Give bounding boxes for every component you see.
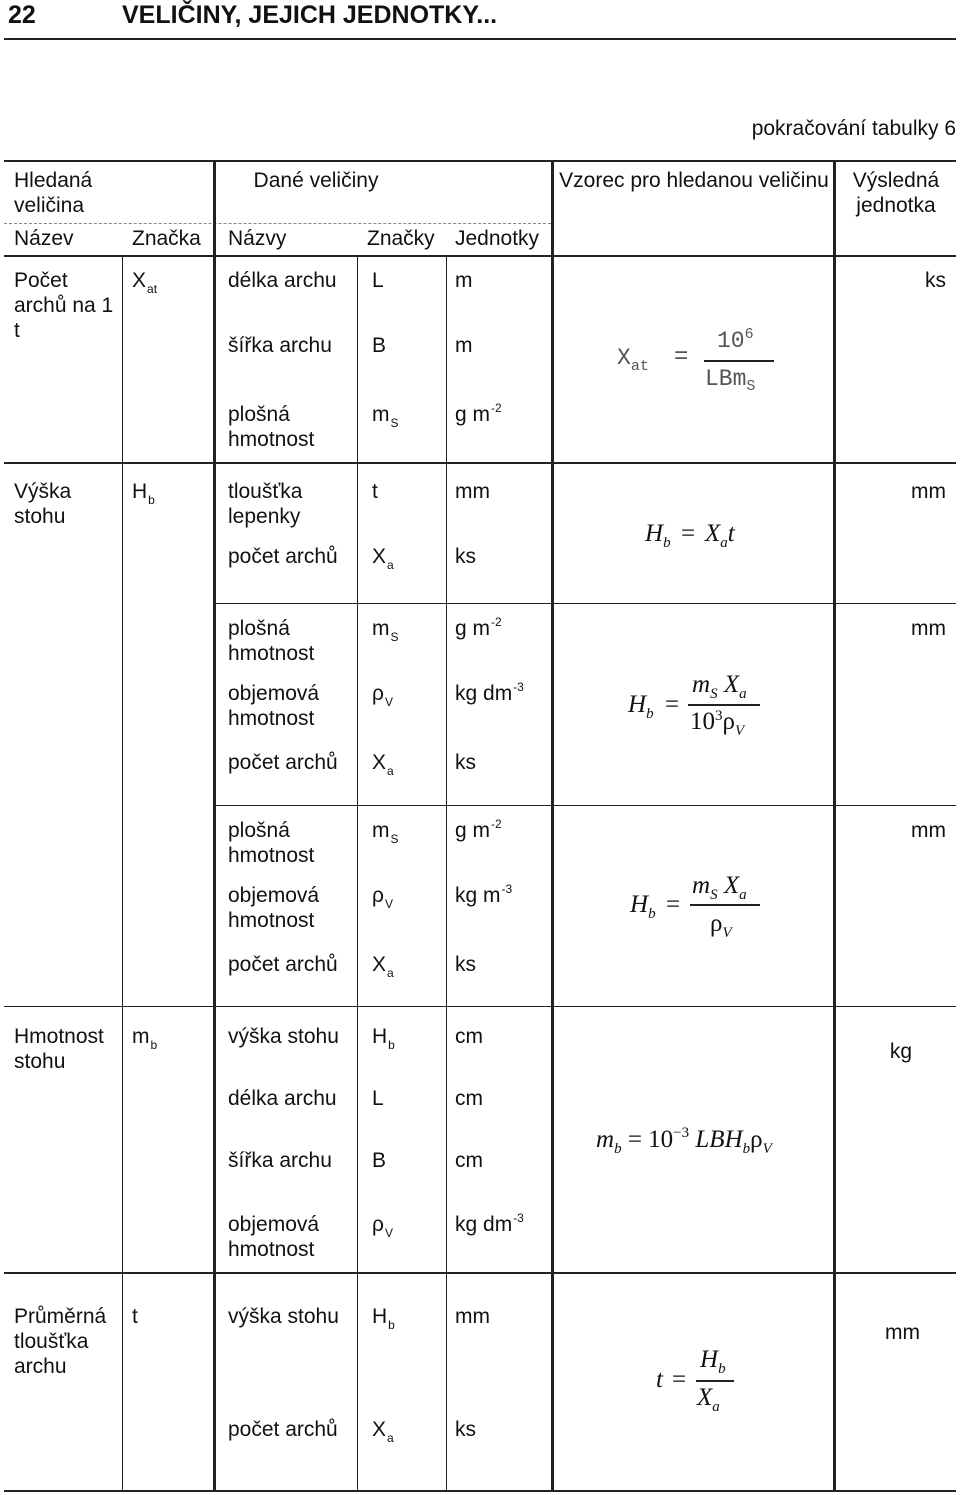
param-name: počet archů [228,1418,338,1441]
param-unit: kg $dm^{-3}$ [455,1211,524,1236]
param-unit: ks [455,751,476,774]
header-dane: Dané veličiny [253,169,379,192]
continuation-note: pokračování tabulky 6 [751,117,956,140]
param-unit: ks [455,953,476,976]
header-vysledna: Výsledná jednotka [852,169,940,217]
header-nazvy: Názvy [228,227,287,250]
param-unit: ks [455,1418,476,1441]
param-unit: cm [455,1149,483,1172]
quantity-symbol: $X_{at}$ [132,269,158,296]
param-symbol: B [372,334,387,357]
param-name: šířka archu [228,334,332,357]
param-symbol: t [372,480,378,503]
param-name: délka archu [228,1087,337,1110]
param-symbol: $H_b$ [372,1305,395,1332]
param-unit: g $m^{-2}$ [455,615,502,640]
param-unit: cm [455,1025,483,1048]
header-rule [4,38,956,40]
param-name: tloušťka lepenky [228,480,303,528]
param-symbol: B [372,1149,387,1172]
param-symbol: $H_b$ [372,1025,395,1052]
header-jednotky: Jednotky [455,227,540,250]
param-name: plošná hmotnost [228,819,315,867]
param-name: počet archů [228,751,338,774]
param-symbol: L [372,269,384,292]
param-symbol: $m_S$ [372,819,399,846]
quantity-name: Počet archů na 1 t [14,269,114,342]
page-title: VELIČINY, JEJICH JEDNOTKY... [122,1,498,29]
param-name: výška stohu [228,1305,339,1328]
header-nazev: Název [14,227,74,250]
param-unit: g $m^{-2}$ [455,401,502,426]
param-symbol: $X_a$ [372,545,394,572]
param-symbol: $m_S$ [372,403,399,430]
param-name: objemová hmotnost [228,682,320,730]
param-symbol: $m_S$ [372,617,399,644]
quantity-name: Hmotnost stohu [14,1025,104,1073]
param-name: plošná hmotnost [228,403,315,451]
param-name: plošná hmotnost [228,617,315,665]
param-unit: kg $m^{-3}$ [455,882,513,907]
quantity-symbol: t [132,1305,138,1328]
param-unit: cm [455,1087,483,1110]
param-unit: mm [455,480,490,503]
result-unit: mm [911,617,946,640]
param-symbol: L [372,1087,384,1110]
result-unit: mm [911,480,946,503]
param-symbol: $\rho_V$ [372,682,393,709]
param-unit: m [455,269,473,292]
param-symbol: $\rho_V$ [372,884,393,911]
param-symbol: $X_a$ [372,751,394,778]
param-name: šířka archu [228,1149,332,1172]
param-unit: kg $dm^{-3}$ [455,680,524,705]
quantity-name: Výška stohu [14,480,72,528]
param-symbol: $X_a$ [372,953,394,980]
param-symbol: $X_a$ [372,1418,394,1445]
param-unit: mm [455,1305,490,1328]
param-name: počet archů [228,953,338,976]
param-name: objemová hmotnost [228,884,320,932]
param-name: objemová hmotnost [228,1213,320,1261]
header-znacka: Značka [132,227,201,250]
param-unit: g $m^{-2}$ [455,817,502,842]
header-hledana: Hledaná veličina [14,169,93,217]
header-znacky: Značky [367,227,435,250]
param-name: délka archu [228,269,337,292]
param-symbol: $\rho_V$ [372,1213,393,1240]
quantity-name: Průměrná tloušťka archu [14,1305,107,1378]
param-unit: m [455,334,473,357]
quantity-symbol: $m_b$ [132,1025,158,1052]
param-name: výška stohu [228,1025,339,1048]
quantity-symbol: $H_b$ [132,480,155,507]
result-unit: kg [889,1040,912,1063]
result-unit: mm [885,1321,920,1344]
result-unit: mm [911,819,946,842]
param-name: počet archů [228,545,338,568]
param-unit: ks [455,545,476,568]
header-vzorec: Vzorec pro hledanou veličinu [559,169,829,192]
page-number: 22 [8,1,36,29]
result-unit: ks [925,269,946,292]
